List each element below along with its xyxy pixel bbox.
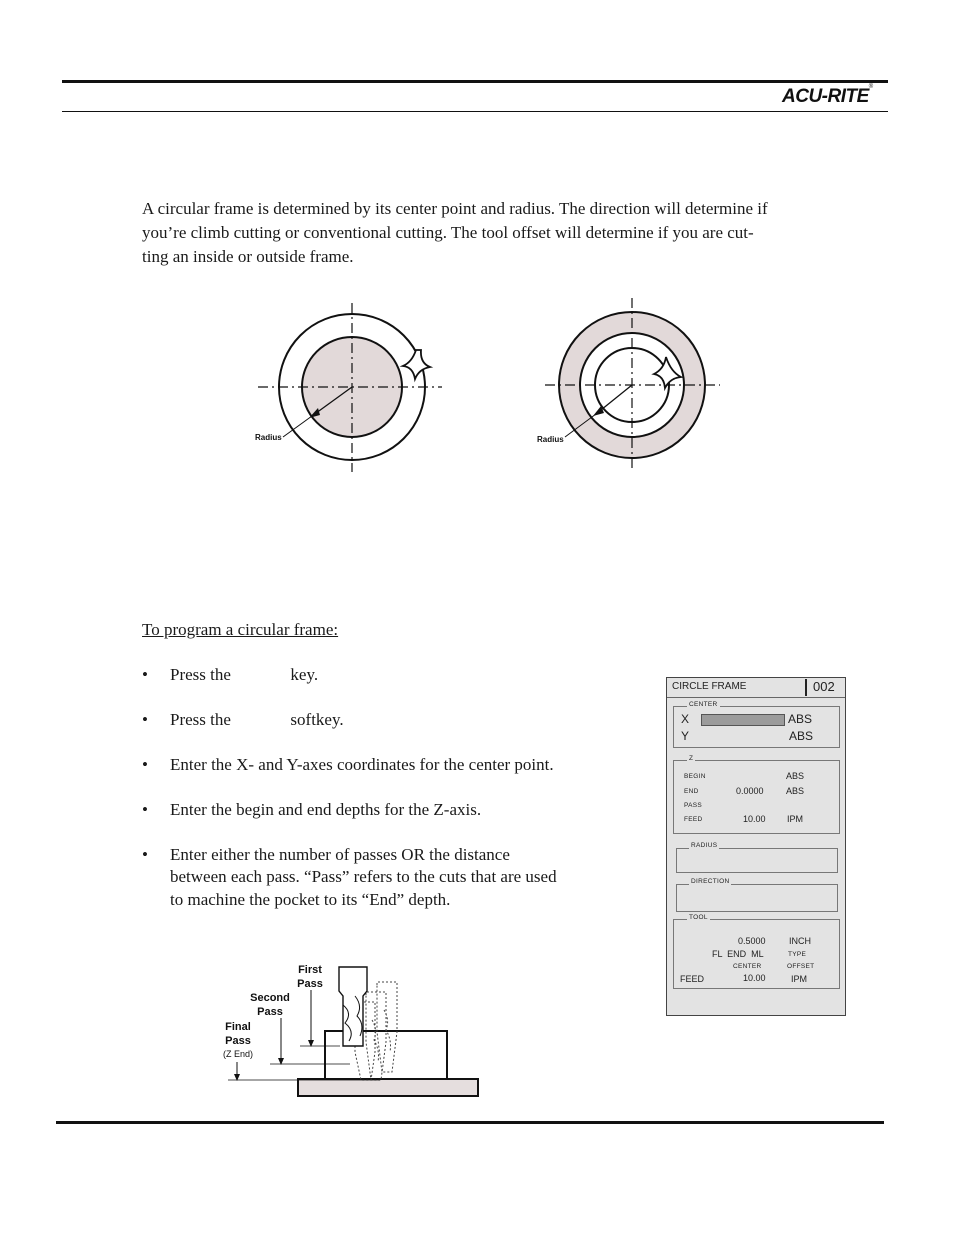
title-divider <box>805 679 807 696</box>
y-axis-label: Y <box>681 729 690 743</box>
end-mode: ABS <box>786 786 805 796</box>
circular-frame-diagrams <box>240 295 740 475</box>
radius-label-right: Radius <box>537 435 564 444</box>
circle-frame-screen <box>666 677 846 1016</box>
header-rule-thin <box>62 111 888 112</box>
direction-group-label: DIRECTION <box>691 878 730 885</box>
feed-value: 10.00 <box>743 814 766 824</box>
step-text: Enter the X- and Y-axes coordinates for the center point. <box>170 755 554 774</box>
tool-feed-unit: IPM <box>791 974 808 984</box>
x-value-field[interactable] <box>701 714 785 726</box>
pass-depth-diagram <box>215 955 485 1100</box>
tool-diameter: 0.5000 <box>738 936 766 946</box>
end-value: 0.0000 <box>736 786 764 796</box>
intro-line: you’re climb cutting or conventional cutting. The tool offset will determine if you are cut- <box>142 223 754 242</box>
x-axis-label: X <box>681 712 690 726</box>
program-number: 002 <box>813 679 835 694</box>
first-pass-label: First <box>298 964 322 976</box>
tool-offset: OFFSET <box>787 963 815 970</box>
second-pass-label: Second <box>250 992 290 1004</box>
tool-feed-label: FEED <box>680 974 705 984</box>
direction-group <box>676 884 838 912</box>
step-text: Enter the begin and end depths for the Z-axis. <box>170 800 482 819</box>
intro-line: ting an inside or outside frame. <box>142 247 354 266</box>
intro-paragraph <box>142 197 852 269</box>
begin-mode: ABS <box>786 771 805 781</box>
z-group-label: Z <box>689 755 694 762</box>
pass-label: PASS <box>684 802 703 809</box>
tool-feed-value: 10.00 <box>743 973 766 983</box>
end-label: END <box>684 788 699 795</box>
step-text: Press the key. <box>170 665 319 684</box>
bullet-glyph: • <box>142 755 148 774</box>
final-pass-z-end: (Z End) <box>222 1049 254 1059</box>
step-text: between each pass. “Pass” refers to the cuts that are used <box>170 867 557 886</box>
header-rule-thick <box>62 80 888 83</box>
second-pass-label: Pass <box>257 1006 283 1018</box>
radius-label-left: Radius <box>255 433 282 442</box>
first-pass-label: Pass <box>297 978 323 990</box>
tool-group-label: TOOL <box>689 914 708 921</box>
feed-label: FEED <box>684 816 703 823</box>
final-pass-label: Final <box>225 1021 251 1033</box>
acu-rite-logo: ACU-RITE® <box>782 84 873 107</box>
tool-unit: INCH <box>789 936 811 946</box>
step-text: Press the softkey. <box>170 710 344 729</box>
center-group <box>673 706 840 748</box>
intro-line: A circular frame is determined by its center point and radius. The direction will determine if <box>142 199 768 218</box>
tool-name: FL END ML <box>712 949 764 959</box>
procedure-heading: To program a circular frame: <box>142 620 339 639</box>
screen-title: CIRCLE FRAME <box>672 681 747 692</box>
bullet-glyph: • <box>142 800 148 819</box>
tool-type: TYPE <box>788 951 807 958</box>
inside-frame-diagram <box>258 303 442 472</box>
tool-center: CENTER <box>733 963 762 970</box>
step-text: to machine the pocket to its “End” depth. <box>170 890 451 909</box>
bullet-glyph: • <box>142 845 148 864</box>
radius-group-label: RADIUS <box>691 842 718 849</box>
bullet-glyph: • <box>142 710 148 729</box>
center-group-label: CENTER <box>689 701 718 708</box>
step-text: Enter either the number of passes OR the distance <box>170 845 510 864</box>
y-mode: ABS <box>789 729 814 743</box>
bullet-glyph: • <box>142 665 148 684</box>
begin-label: BEGIN <box>684 773 706 780</box>
feed-unit: IPM <box>787 814 804 824</box>
radius-group <box>676 848 838 873</box>
final-pass-label: Pass <box>225 1035 251 1047</box>
title-rule <box>667 697 845 698</box>
outside-frame-diagram <box>545 298 720 470</box>
x-mode: ABS <box>788 712 813 726</box>
footer-rule <box>56 1121 884 1124</box>
